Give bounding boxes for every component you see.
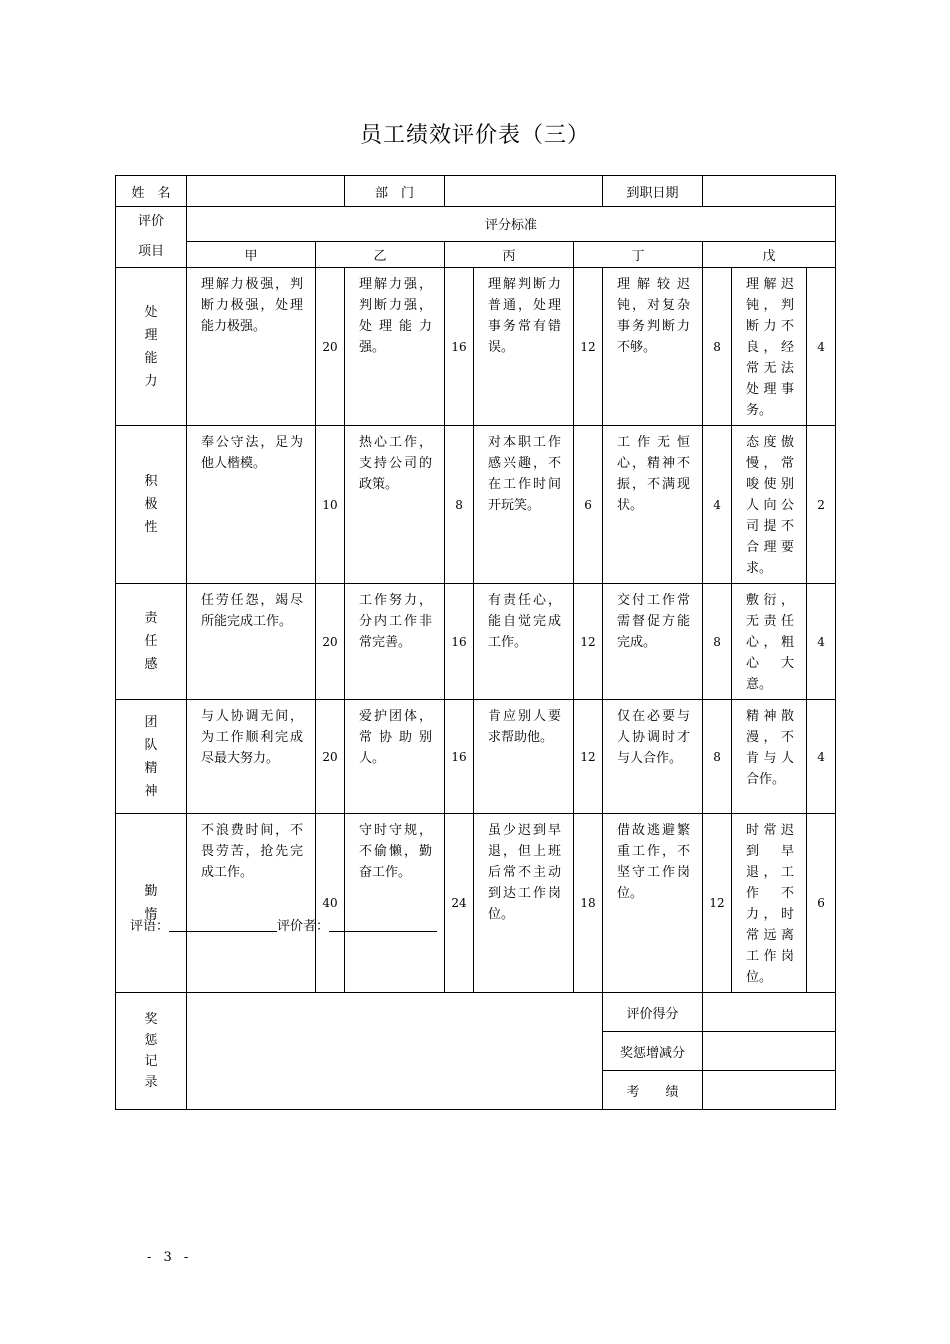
criteria-desc: 爱护团体，常协助别人。	[345, 700, 445, 814]
page-title: 员工绩效评价表（三）	[359, 123, 590, 148]
criteria-score: 4	[703, 426, 732, 584]
adjust-field[interactable]	[703, 1032, 836, 1071]
grade-bing: 丙	[445, 241, 574, 267]
criteria-score: 8	[703, 268, 732, 426]
criteria-label: 评分标准	[187, 207, 836, 242]
criteria-desc: 对本职工作感兴趣，不在工作时间开玩笑。	[474, 426, 574, 584]
comment-label: 评语：	[130, 919, 170, 934]
date-field[interactable]	[703, 176, 836, 207]
criteria-desc: 理解判断力普通，处理事务常有错误。	[474, 268, 574, 426]
category-cell: 处 理 能 力	[116, 268, 187, 426]
criteria-score: 24	[445, 814, 474, 993]
criteria-score: 8	[703, 700, 732, 814]
score-label: 评价得分	[603, 993, 703, 1032]
criteria-desc: 理解迟钝，判断力不良，经常无法处理事务。	[732, 268, 807, 426]
criteria-score: 12	[703, 814, 732, 993]
criteria-score: 40	[316, 814, 345, 993]
criteria-desc: 不浪费时间，不畏劳苦，抢先完成工作。	[187, 814, 316, 993]
criteria-desc: 守时守规，不偷懒，勤奋工作。	[345, 814, 445, 993]
score-field[interactable]	[703, 993, 836, 1032]
table-row	[116, 814, 836, 993]
comment-field[interactable]	[169, 917, 277, 932]
name-field[interactable]	[187, 176, 345, 207]
category-cell: 积 极 性	[116, 426, 187, 584]
criteria-score: 4	[807, 700, 836, 814]
reward-row	[116, 993, 836, 1032]
dept-field[interactable]	[445, 176, 603, 207]
criteria-desc: 有责任心，能自觉完成工作。	[474, 584, 574, 700]
criteria-desc: 肯应别人要求帮助他。	[474, 700, 574, 814]
header-row	[116, 176, 836, 207]
criteria-score: 8	[445, 426, 474, 584]
grade-jia: 甲	[187, 241, 316, 267]
criteria-score: 6	[807, 814, 836, 993]
criteria-score: 16	[445, 268, 474, 426]
date-label: 到职日期	[603, 176, 703, 207]
criteria-score: 4	[807, 268, 836, 426]
criteria-score: 6	[574, 426, 603, 584]
reward-label: 奖 惩 记 录	[116, 993, 187, 1110]
criteria-score: 8	[703, 584, 732, 700]
table-row	[116, 268, 836, 426]
criteria-score: 16	[445, 700, 474, 814]
grade-ding: 丁	[574, 241, 703, 267]
grade-row	[116, 241, 836, 267]
category-cell: 勤 惰	[116, 814, 187, 993]
criteria-score: 12	[574, 700, 603, 814]
footer	[130, 915, 437, 934]
result-label: 考 绩	[603, 1071, 703, 1110]
criteria-desc: 借故逃避繁重工作，不坚守工作岗位。	[603, 814, 703, 993]
criteria-score: 20	[316, 700, 345, 814]
criteria-desc: 工作努力，分内工作非常完善。	[345, 584, 445, 700]
grade-yi: 乙	[316, 241, 445, 267]
criteria-score: 20	[316, 584, 345, 700]
criteria-score: 16	[445, 584, 474, 700]
reward-record-field[interactable]	[187, 993, 603, 1110]
criteria-header-row	[116, 207, 836, 242]
criteria-desc: 理解较迟钝，对复杂事务判断力不够。	[603, 268, 703, 426]
adjust-label: 奖惩增减分	[603, 1032, 703, 1071]
criteria-desc: 热心工作，支持公司的政策。	[345, 426, 445, 584]
category-cell: 团 队 精 神	[116, 700, 187, 814]
criteria-desc: 工作无恒心，精神不振，不满现状。	[603, 426, 703, 584]
criteria-score: 18	[574, 814, 603, 993]
criteria-desc: 奉公守法，足为他人楷模。	[187, 426, 316, 584]
evaluator-field[interactable]	[329, 917, 437, 932]
eval-item-label: 评价 项目	[116, 207, 187, 268]
criteria-desc: 理解力强，判断力强，处理能力强。	[345, 268, 445, 426]
dept-label: 部 门	[345, 176, 445, 207]
result-field[interactable]	[703, 1071, 836, 1110]
criteria-desc: 仅在必要与人协调时才与人合作。	[603, 700, 703, 814]
table-row	[116, 426, 836, 584]
criteria-score: 12	[574, 584, 603, 700]
criteria-desc: 时常迟到早退，工作不力，时常远离工作岗位。	[732, 814, 807, 993]
criteria-desc: 态度傲慢，常唆使别人向公司提不合理要求。	[732, 426, 807, 584]
name-label: 姓 名	[116, 176, 187, 207]
criteria-desc: 任劳任怨，竭尽所能完成工作。	[187, 584, 316, 700]
grade-wu: 戊	[703, 241, 836, 267]
criteria-score: 2	[807, 426, 836, 584]
criteria-score: 10	[316, 426, 345, 584]
criteria-score: 20	[316, 268, 345, 426]
page-number: - 3 -	[147, 1250, 193, 1265]
table-row	[116, 584, 836, 700]
criteria-desc: 与人协调无间，为工作顺利完成尽最大努力。	[187, 700, 316, 814]
criteria-desc: 敷衍，无责任心，粗心大意。	[732, 584, 807, 700]
criteria-score: 12	[574, 268, 603, 426]
evaluation-table	[115, 175, 836, 1110]
table-row	[116, 700, 836, 814]
evaluator-label: 评价者：	[277, 919, 330, 934]
category-cell: 责 任 感	[116, 584, 187, 700]
criteria-desc: 理解力极强，判断力极强，处理能力极强。	[187, 268, 316, 426]
criteria-desc: 交付工作常需督促方能完成。	[603, 584, 703, 700]
criteria-desc: 精神散漫，不肯与人合作。	[732, 700, 807, 814]
criteria-score: 4	[807, 584, 836, 700]
criteria-desc: 虽少迟到早退，但上班后常不主动到达工作岗位。	[474, 814, 574, 993]
